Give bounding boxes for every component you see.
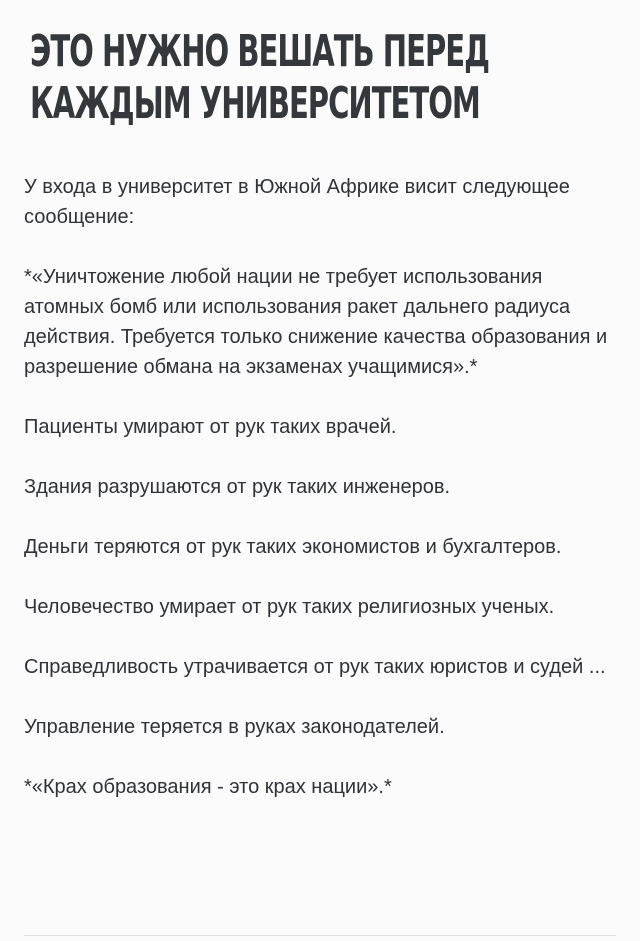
headline-line-2: КАЖДЫМ УНИВЕРСИТЕТОМ: [30, 78, 480, 129]
paragraph-economists: Деньги теряются от рук таких экономистов и бухгалтеров.: [24, 536, 562, 558]
paragraph-legislators: Управление теряется в руках законодателей.: [24, 716, 445, 738]
paragraph-conclusion: *«Крах образования - это крах нации».*: [24, 776, 392, 798]
paragraph-quote: *«Уничтожение любой нации не требует использования атомных бомб или использования ракет дальнего радиуса действия. Требуется только снижение качества образования и разрешение обмана на экзаменах учащимися».*: [24, 266, 608, 378]
bottom-divider: [24, 935, 616, 936]
paragraph-engineers: Здания разрушаются от рук таких инженеров.: [24, 476, 451, 498]
paragraph-scholars: Человечество умирает от рук таких религиозных ученых.: [24, 596, 555, 618]
message-body: [24, 172, 624, 802]
paragraph-lawyers: Справедливость утрачивается от рук таких юристов и судей ...: [24, 656, 606, 678]
paragraph-doctors: Пациенты умирают от рук таких врачей.: [24, 416, 397, 438]
headline: [30, 26, 489, 130]
paragraph-intro: У входа в университет в Южной Африке висит следующее сообщение:: [24, 176, 570, 228]
headline-line-1: ЭТО НУЖНО ВЕШАТЬ ПЕРЕД: [30, 26, 489, 77]
